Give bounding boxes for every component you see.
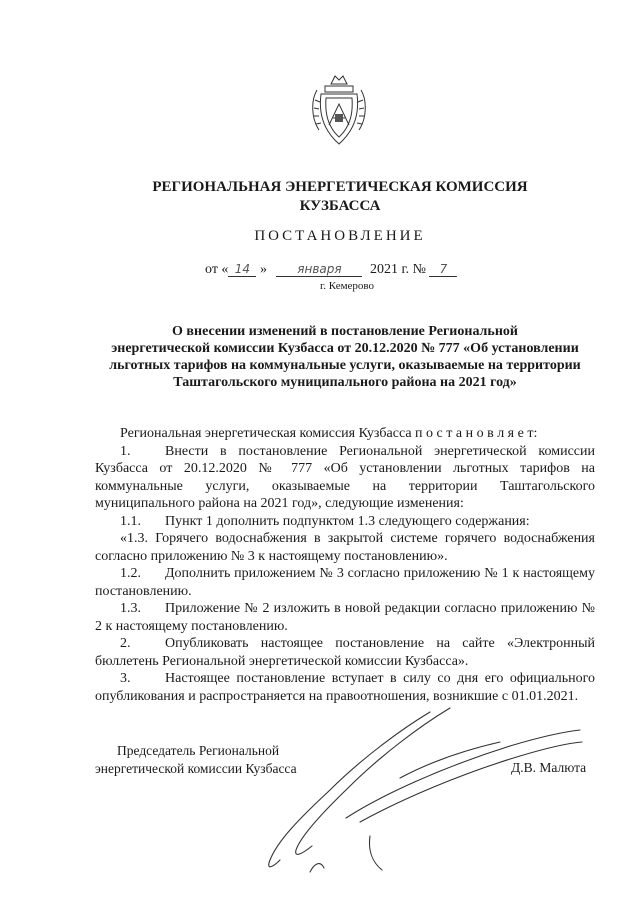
position-line: Председатель Региональной — [117, 743, 280, 758]
date-year: 2021 г. № — [369, 262, 426, 277]
issuing-authority — [150, 178, 530, 216]
signatory-position — [95, 742, 297, 778]
coat-of-arms-emblem-icon — [309, 70, 369, 150]
item-number: 1. — [120, 443, 131, 459]
body-item — [95, 600, 595, 635]
item-number: 3. — [120, 671, 131, 686]
title-line: О внесении изменений в постановление Региональной — [172, 324, 518, 339]
authority-line: РЕГИОНАЛЬНАЯ ЭНЕРГЕТИЧЕСКАЯ КОМИССИЯ — [152, 179, 528, 195]
body-item — [95, 635, 595, 670]
item-text: Настоящее постановление вступает в силу со дня его официального опубликования и распространяется на правоотношения, возникшие с 01.01.2021. — [95, 671, 595, 704]
handwritten-signature-icon — [250, 700, 590, 880]
body-item — [95, 565, 595, 600]
date-day: 14 — [228, 262, 256, 277]
item-text: Опубликовать настоящее постановление на сайте «Электронный бюллетень Региональной энергетической комиссии Кузбасса». — [95, 636, 595, 669]
item-text: Приложение № 2 изложить в новой редакции согласно приложению № 2 к настоящему постановлению. — [95, 601, 595, 634]
title-line: Таштагольского муниципального района на 2021 год» — [173, 375, 517, 390]
body-item — [95, 443, 595, 513]
item-text: Внести в постановление Региональной энергетической комиссии Кузбасса от 20.12.2020 № 777 «Об установлении льготных тарифов на коммунальные услуги, оказываемые на территории Таштагольского муниципального района на 2021 год», следующие изменения: — [95, 443, 595, 511]
body-item — [95, 513, 595, 531]
item-text: «1.3. Горячего водоснабжения в закрытой системе горячего водоснабжения согласно приложению № 3 к настоящему постановлению». — [95, 531, 595, 564]
item-number: 2. — [120, 636, 131, 651]
document-title — [95, 323, 595, 391]
item-number: 1.3. — [120, 601, 141, 616]
body-item — [95, 530, 595, 565]
date-mid: » — [259, 262, 267, 277]
date-prefix: от « — [205, 262, 229, 277]
item-text: Пункт 1 дополнить подпунктом 1.3 следующего содержания: — [165, 513, 530, 529]
document-body — [95, 425, 595, 705]
date-number-line — [205, 262, 457, 278]
title-line: энергетической комиссии Кузбасса от 20.12.2020 № 777 «Об установлении — [111, 341, 579, 356]
item-number: 1.2. — [120, 566, 141, 581]
intro-paragraph: Региональная энергетическая комиссия Кузбасса п о с т а н о в л я е т: — [120, 426, 538, 441]
position-line: энергетической комиссии Кузбасса — [95, 761, 297, 776]
item-text: Дополнить приложением № 3 согласно приложению № 1 к настоящему постановлению. — [95, 566, 595, 599]
authority-line: КУЗБАССА — [299, 198, 381, 214]
date-month: января — [276, 262, 362, 277]
document-number: 7 — [429, 262, 457, 277]
signatory-name: Д.В. Малюта — [511, 760, 587, 775]
city: г. Кемерово — [320, 280, 375, 292]
title-line: льготных тарифов на коммунальные услуги, оказываемые на территории — [109, 358, 581, 373]
document-type: ПОСТАНОВЛЕНИЕ — [254, 228, 426, 244]
item-number: 1.1. — [120, 513, 141, 529]
